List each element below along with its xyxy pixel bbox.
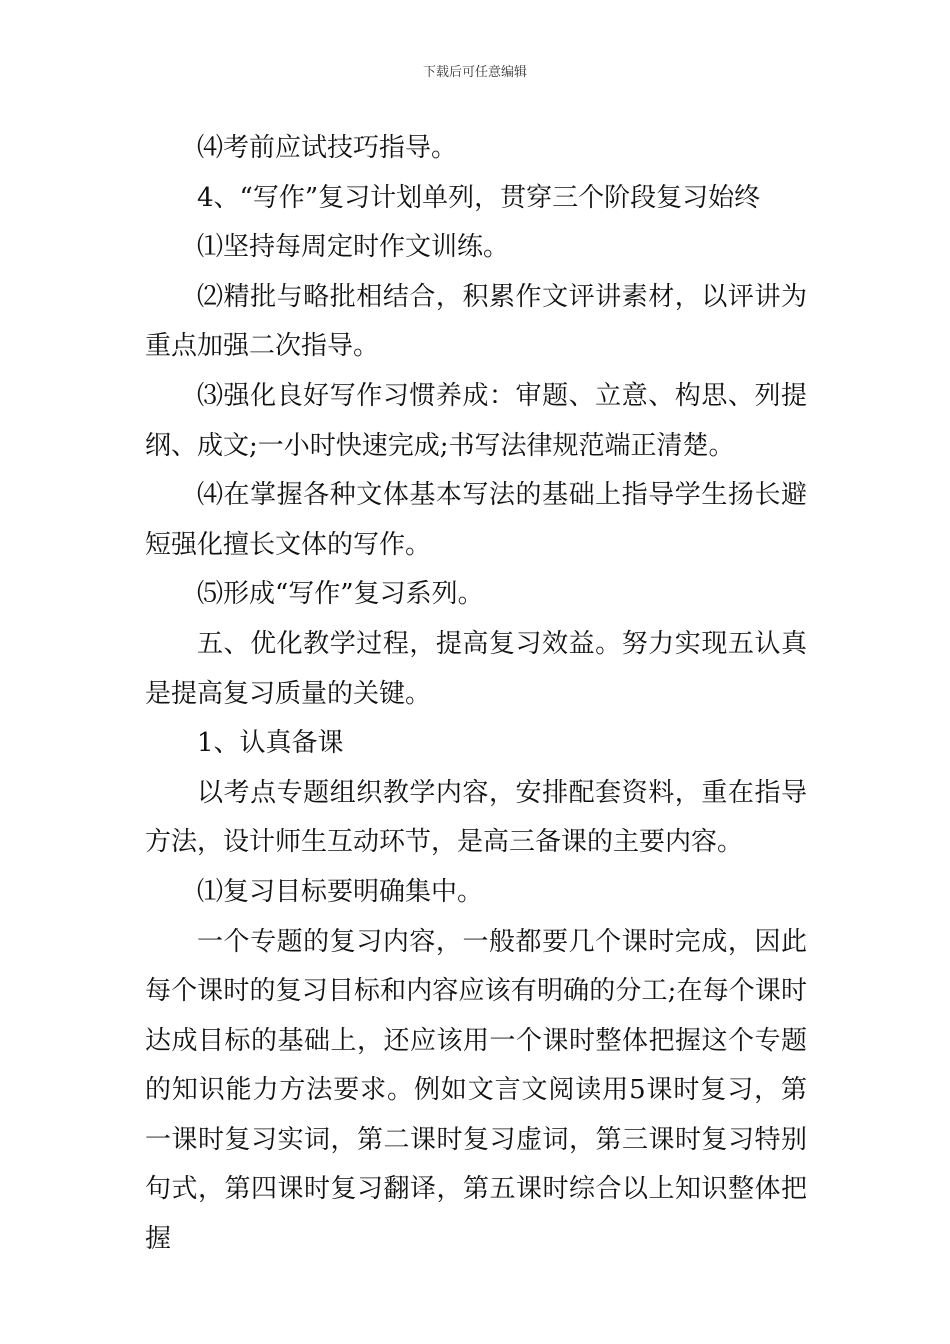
paragraph: 1、认真备课 [197, 728, 344, 759]
paragraph: ⑴复习目标要明确集中。 [197, 876, 484, 907]
paragraph: ⑷在掌握各种文体基本写法的基础上指导学生扬长避短强化擅长文体的写作。 [145, 480, 807, 560]
paragraph: ⑷考前应试技巧指导。 [197, 133, 458, 163]
paragraph: 4、“写作”复习计划单列，贯穿三个阶段复习始终 [197, 182, 761, 213]
paragraph: ⑸形成“写作”复习系列。 [197, 579, 484, 610]
paragraph: ⑶强化良好写作习惯养成：审题、立意、构思、列提纲、成文;一小时快速完成;书写法律规范端正清楚。 [145, 380, 807, 461]
paragraph: 五、优化教学过程，提高复习效益。努力实现五认真是提高复习质量的关键。 [145, 628, 807, 709]
paragraph: 以考点专题组织教学内容，安排配套资料，重在指导方法，设计师生互动环节，是高三备课的主要内容。 [145, 777, 807, 858]
paragraph: ⑵精批与略批相结合，积累作文评讲素材，以评讲为重点加强二次指导。 [145, 281, 807, 362]
paragraph: ⑴坚持每周定时作文训练。 [197, 232, 510, 263]
paragraph: 一个专题的复习内容，一般都要几个课时完成，因此每个课时的复习目标和内容应该有明确的分工;在每个课时达成目标的基础上，还应该用一个课时整体把握这个专题的知识能力方法要求。例如文言文阅读用5课时复习，第一课时复习实词，第二课时复习虚词，第三课时复习特别句式，第四课时复习翻译，第五课时综合以上知识整体把握 [145, 926, 807, 1255]
page-header: 下载后可任意编辑 [422, 65, 527, 80]
document-body [145, 124, 807, 1265]
